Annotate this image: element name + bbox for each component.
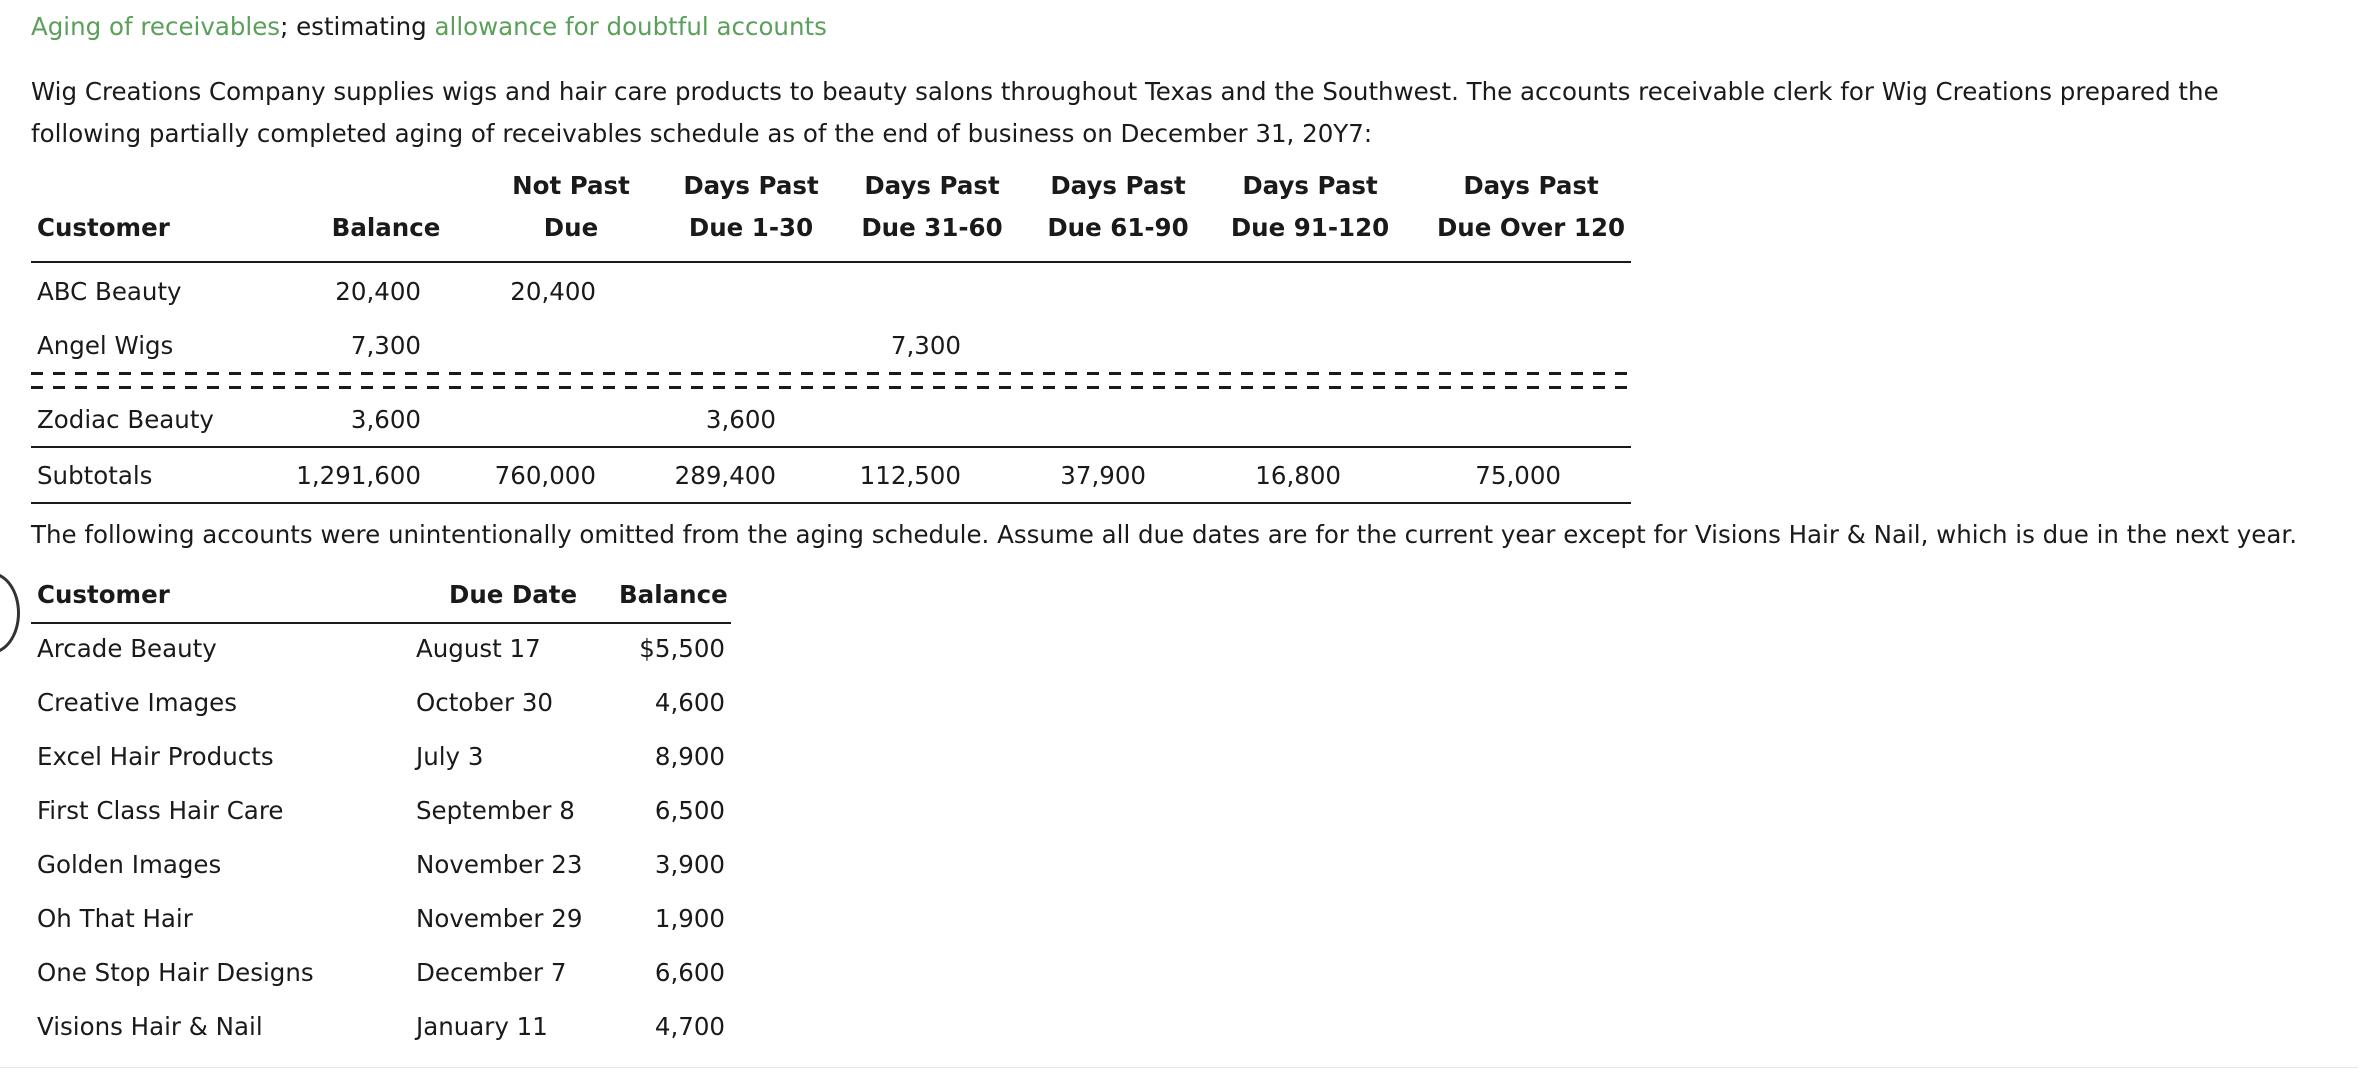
omitted-row <box>31 1000 731 1054</box>
header-1-30-line2: Due 1-30 <box>688 213 814 242</box>
omitted-balance: 3,900 <box>654 850 725 879</box>
row-abc-balance: 20,400 <box>335 277 421 306</box>
row-subtotals-label: Subtotals <box>37 461 153 490</box>
omitted-accounts-table <box>31 576 731 1056</box>
omitted-header-customer: Customer <box>37 580 170 609</box>
subtotal-rule-top <box>31 446 1631 448</box>
omitted-header-balance: Balance <box>619 580 728 609</box>
omitted-balance: 4,600 <box>654 688 725 717</box>
allowance-doubtful-accounts-link[interactable]: allowance for doubtful accounts <box>434 12 827 41</box>
header-customer: Customer <box>37 213 170 242</box>
omitted-due-date: December 7 <box>416 958 567 987</box>
omitted-row <box>31 946 731 1000</box>
row-subtotals-91-120: 16,800 <box>1255 461 1341 490</box>
omitted-balance: 4,700 <box>654 1012 725 1041</box>
title-separator: ; estimating <box>280 12 435 41</box>
omitted-balance: 6,500 <box>654 796 725 825</box>
row-angel-31-60: 7,300 <box>890 331 961 360</box>
header-not-past-line1: Not Past <box>512 171 630 200</box>
aging-schedule-table <box>31 172 1631 504</box>
subtotal-rule-bottom <box>31 502 1631 504</box>
omitted-due-date: August 17 <box>416 634 541 663</box>
header-balance: Balance <box>331 213 441 242</box>
omitted-balance: 1,900 <box>654 904 725 933</box>
intro-paragraph: Wig Creations Company supplies wigs and hair care products to beauty salons throughout Texas and the Southwest. The accounts receivable clerk for Wig Creations prepared the following partially completed aging of receivables schedule as of the end of business on December 31, 20Y7: <box>31 77 2219 148</box>
omitted-customer: Golden Images <box>37 850 222 879</box>
aging-of-receivables-link[interactable]: Aging of receivables <box>31 12 281 41</box>
row-angel-balance: 7,300 <box>350 331 421 360</box>
omitted-row <box>31 892 731 946</box>
omitted-rows-dashes-bottom <box>31 386 1631 389</box>
header-over-120-line1: Days Past <box>1463 171 1599 200</box>
omitted-due-date: July 3 <box>416 742 484 771</box>
omitted-due-date: October 30 <box>416 688 554 717</box>
header-over-120-line2: Due Over 120 <box>1436 213 1626 242</box>
header-91-120-line1: Days Past <box>1242 171 1378 200</box>
row-subtotals-balance: 1,291,600 <box>296 461 421 490</box>
omitted-customer: Visions Hair & Nail <box>37 1012 263 1041</box>
omitted-customer: Oh That Hair <box>37 904 193 933</box>
row-subtotals-not-past: 760,000 <box>494 461 596 490</box>
omitted-row <box>31 730 731 784</box>
header-31-60-line2: Due 31-60 <box>861 213 1003 242</box>
row-subtotals-1-30: 289,400 <box>674 461 776 490</box>
omitted-customer: One Stop Hair Designs <box>37 958 314 987</box>
problem-title <box>31 12 827 42</box>
omitted-customer: First Class Hair Care <box>37 796 284 825</box>
row-abc-not-past: 20,400 <box>510 277 596 306</box>
row-subtotals-over-120: 75,000 <box>1475 461 1561 490</box>
omitted-balance: $5,500 <box>639 634 725 663</box>
row-abc-customer: ABC Beauty <box>37 277 182 306</box>
omitted-row <box>31 676 731 730</box>
omitted-balance: 8,900 <box>654 742 725 771</box>
omitted-due-date: November 23 <box>416 850 583 879</box>
omitted-rows-dashes-top <box>31 372 1631 375</box>
row-zodiac-customer: Zodiac Beauty <box>37 405 214 434</box>
header-not-past-line2: Due <box>543 213 599 242</box>
omitted-due-date: January 11 <box>416 1012 548 1041</box>
omitted-row <box>31 622 731 676</box>
header-61-90-line1: Days Past <box>1050 171 1186 200</box>
page-bottom-border <box>0 1067 2358 1068</box>
partial-circle-icon <box>0 572 20 654</box>
row-zodiac-1-30: 3,600 <box>705 405 776 434</box>
omitted-due-date: September 8 <box>416 796 575 825</box>
header-91-120-line2: Due 91-120 <box>1230 213 1390 242</box>
row-angel-customer: Angel Wigs <box>37 331 174 360</box>
header-31-60-line1: Days Past <box>864 171 1000 200</box>
row-subtotals-61-90: 37,900 <box>1060 461 1146 490</box>
omitted-row <box>31 838 731 892</box>
header-1-30-line1: Days Past <box>683 171 819 200</box>
omitted-customer: Creative Images <box>37 688 237 717</box>
omitted-row <box>31 784 731 838</box>
omitted-header-due-date: Due Date <box>449 580 578 609</box>
omitted-customer: Arcade Beauty <box>37 634 217 663</box>
omitted-accounts-note: The following accounts were unintentionally omitted from the aging schedule. Assume all due dates are for the current year except for Visions Hair & Nail, which is due in the next year. <box>31 520 2297 549</box>
omitted-due-date: November 29 <box>416 904 583 933</box>
row-zodiac-balance: 3,600 <box>350 405 421 434</box>
row-subtotals-31-60: 112,500 <box>859 461 961 490</box>
header-rule <box>31 261 1631 263</box>
header-61-90-line2: Due 61-90 <box>1047 213 1189 242</box>
omitted-customer: Excel Hair Products <box>37 742 274 771</box>
omitted-balance: 6,600 <box>654 958 725 987</box>
